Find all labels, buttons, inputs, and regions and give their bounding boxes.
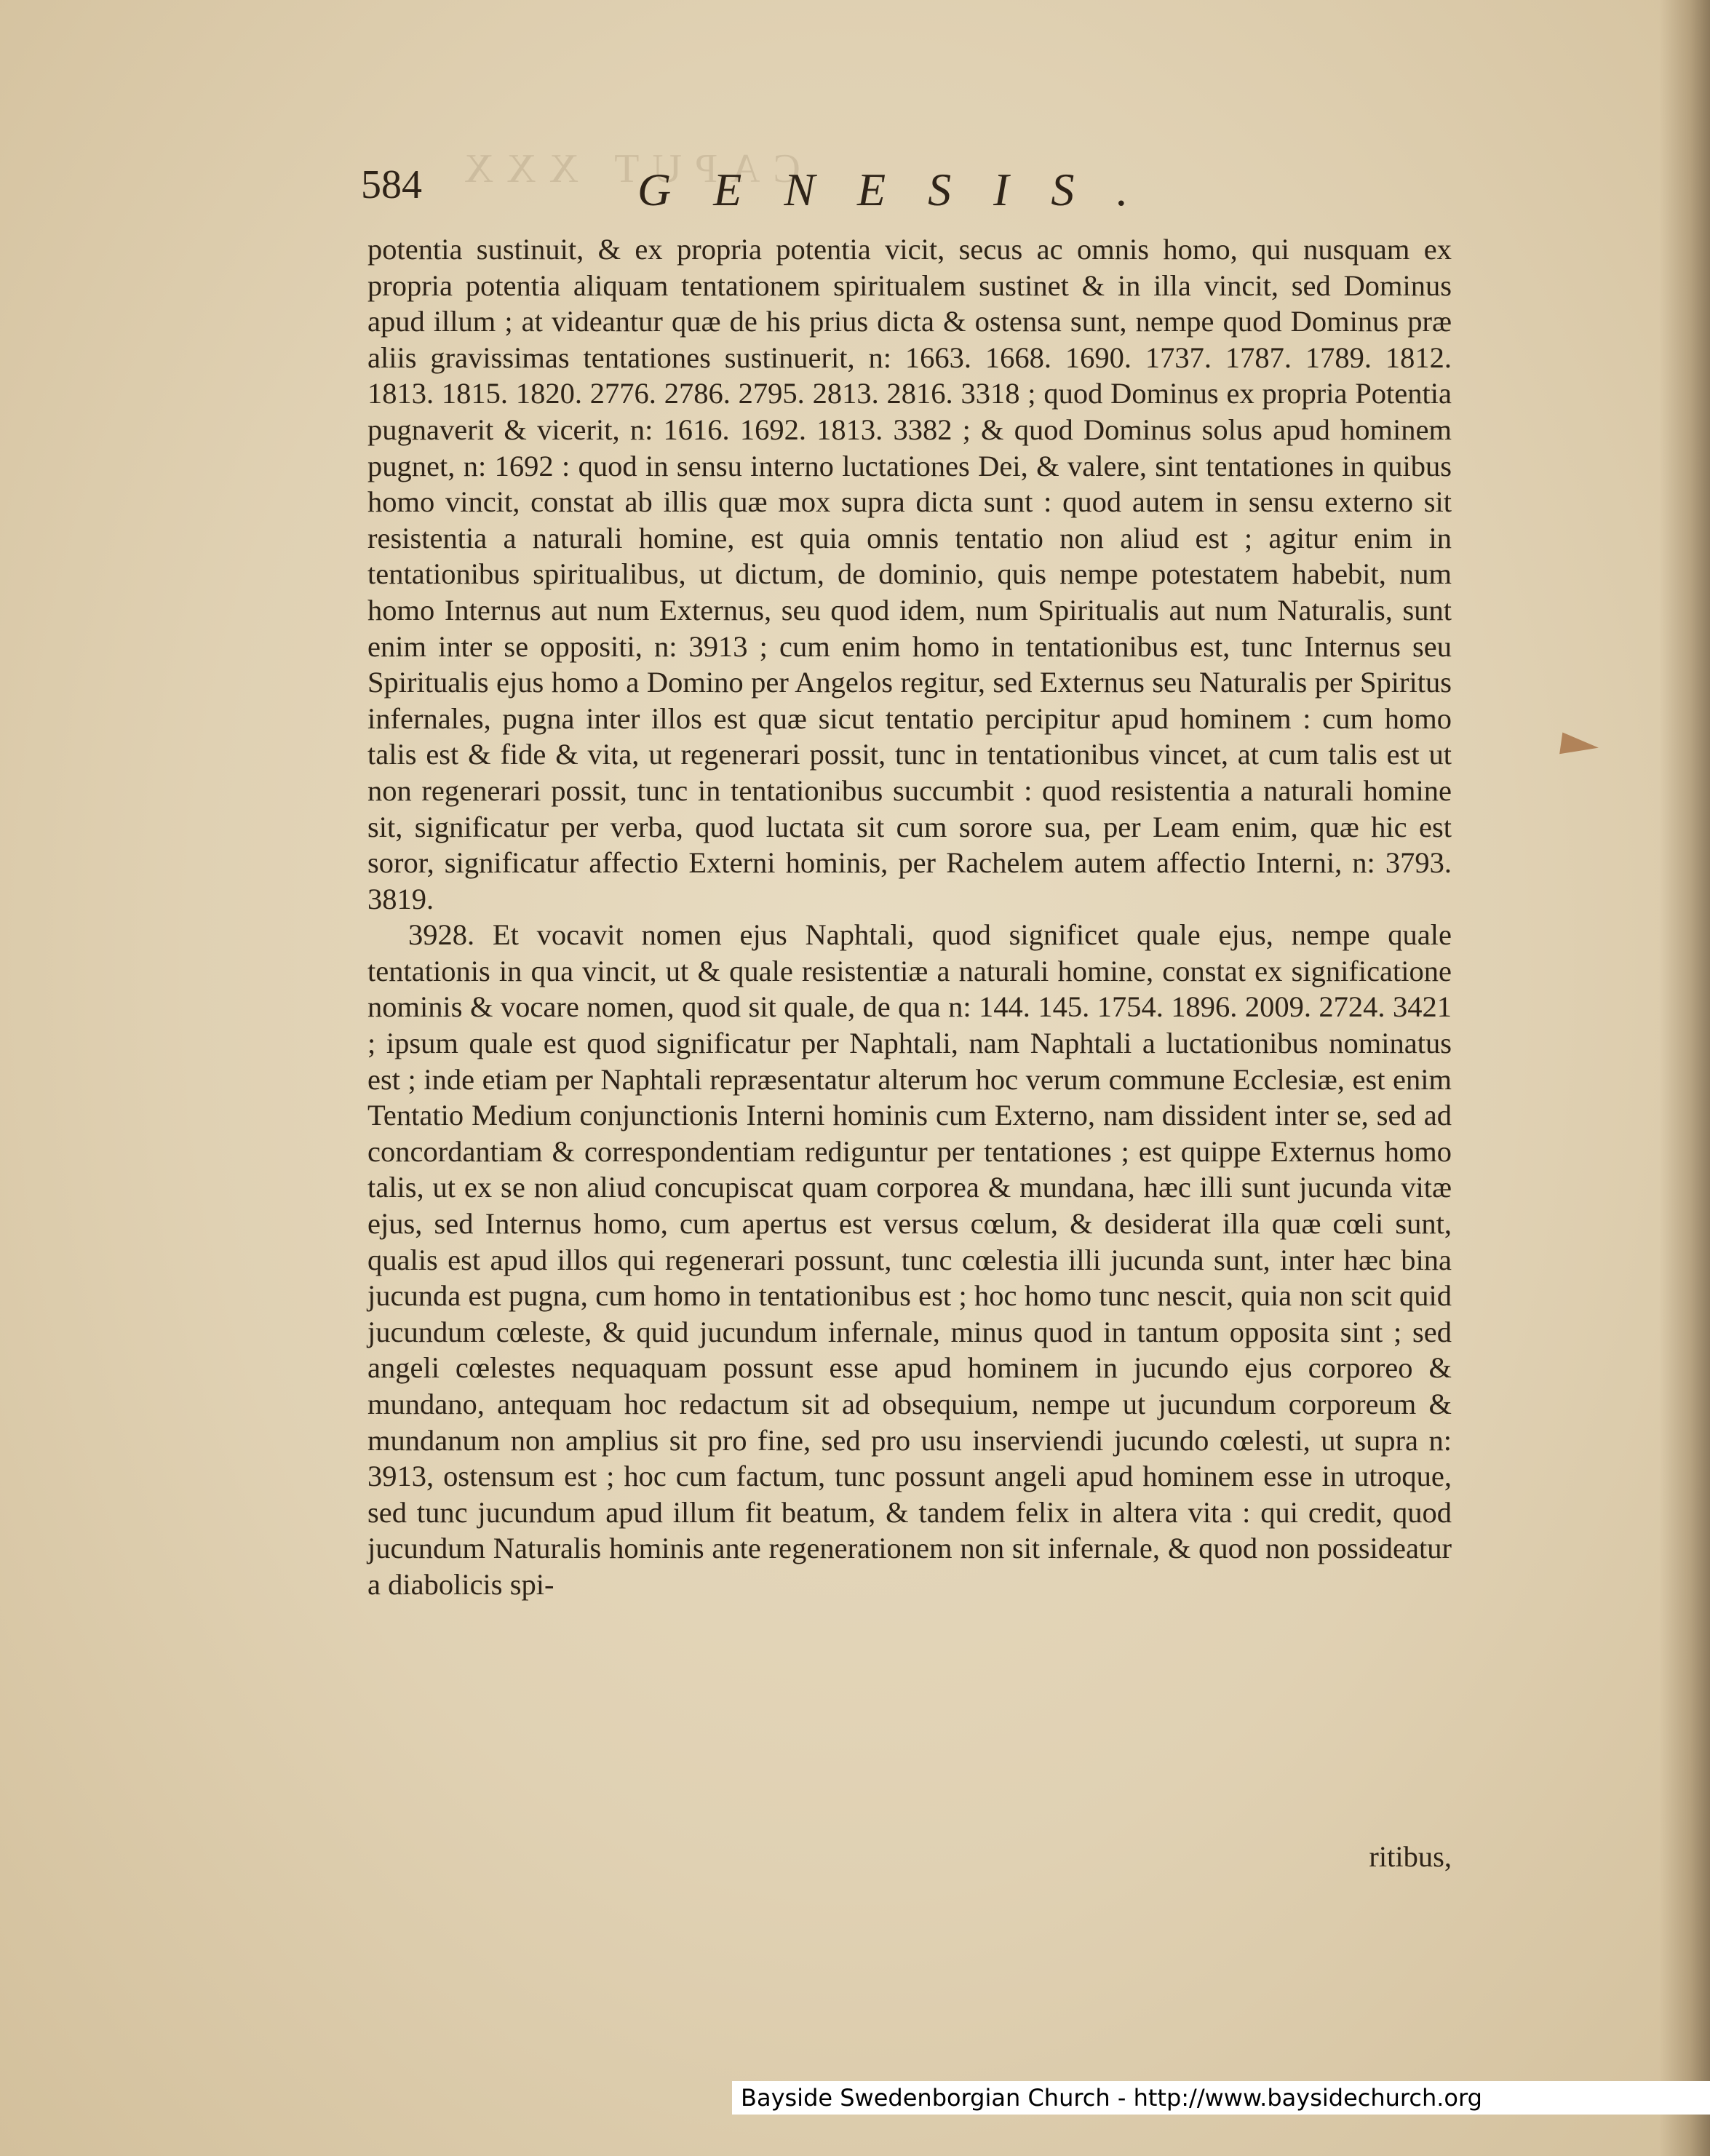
paragraph-3928: 3928. Et vocavit nomen ejus Naphtali, quod significet quale ejus, nempe quale tentationis in qua vincit, ut & quale resistentiæ a naturali homine, constat ex significatione nominis & vocare nomen, quod sit quale, de qua n: 144. 145. 1754. 1896. 2009. 2724. 3421 ; ipsum quale est quod significatur per Naphtali, nam Naphtali a luctationibus nominatus est ; inde etiam per Naphtali repræsentatur alterum hoc verum commune Ecclesiæ, est enim Tentatio Medium conjunctionis Interni hominis cum Externo, nam dissident inter se, sed ad concordantiam & correspondentiam rediguntur per tentationes ; est quippe Externus homo talis, ut ex se non aliud concupiscat quam corporea & mundana, hæc illi sunt jucunda vitæ ejus, sed Internus homo, cum apertus est versus cœlum, & desiderat illa quæ cœli sunt, qualis est apud illos qui regenerari possunt, tunc cœlestia illi jucunda sunt, inter hæc bina jucunda est pugna, cum homo in tentationibus est ; hoc homo tunc nescit, quia non scit quid jucundum cœleste, & quid jucundum infernale, minus quod in tantum opposita sint ; sed angeli cœlestes nequaquam possunt esse apud hominem in jucundo ejus corporeo & mundano, antequam hoc redactum sit ad obsequium, nempe ut jucundum corporeum & mundanum non amplius sit pro fine, sed pro usu inserviendi jucundo cœlesti, ut supra n: 3913, ostensum est ; hoc cum factum, tunc possunt angeli apud hominem esse in utroque, sed tunc jucundum apud illum fit beatum, & tandem felix in altera vita : qui credit, quod jucundum Naturalis hominis ante regenerationem non sit infernale, & quod non possideatur a diabolicis spi- [367,918,1452,1601]
watermark-text: Bayside Swedenborgian Church - http://www.baysidechurch.org [741,2084,1482,2112]
paragraph-continuation: potentia sustinuit, & ex propria potentia vicit, secus ac omnis homo, qui nusquam ex propria potentia aliquam tentationem spiritualem sustinet & in illa vincit, sed Dominus apud illum ; at videantur quæ de his prius dicta & ostensa sunt, nempe quod Dominus præ aliis gravissimas tentationes sustinuerit, n: 1663. 1668. 1690. 1737. 1787. 1789. 1812. 1813. 1815. 1820. 2776. 2786. 2795. 2813. 2816. 3318 ; quod Dominus ex propria Potentia pugnaverit & vicerit, n: 1616. 1692. 1813. 3382 ; & quod Dominus solus apud hominem pugnet, n: 1692 : quod in sensu interno luctationes Dei, & valere, sint tentationes in quibus homo vincit, constat ab illis quæ mox supra dicta sunt : quod autem in sensu externo sit resistentia a naturali homine, est quia omnis tentatio non aliud est ; agitur enim in tentationibus spiritualibus, ut dictum, de dominio, quis nempe potestatem habebit, num homo Internus aut num Externus, seu quod idem, num Spiritualis aut num Naturalis, sunt enim inter se oppositi, n: 3913 ; cum enim homo in tentationibus est, tunc Internus seu Spiritualis ejus homo a Domino per Angelos regitur, sed Externus seu Naturalis per Spiritus infernales, pugna inter illos est quæ sicut tentatio percipitur apud hominem : cum homo talis est & fide & vita, ut regenerari possit, tunc in tentationibus vincet, at cum talis est ut non regenerari possit, tunc in tentationibus succumbit : quod resistentia a naturali homine sit, significatur per verba, quod luctata sit cum sorore sua, per Leam enim, quæ hic est soror, significatur affectio Externi hominis, per Rachelem autem affectio Interni, n: 3793. 3819. [367,233,1452,915]
show-through-text: CAPUT XXX [451,146,800,191]
catchword: ritibus, [1369,1840,1452,1873]
page-number: 584 [361,162,422,207]
watermark-footer [732,2081,1710,2115]
paper-tab-mark [1559,733,1600,760]
running-head: GENESIS. [637,164,1171,215]
page-gutter-shadow [1659,0,1710,2156]
page-header [361,162,1452,227]
body-text [367,231,1452,1603]
